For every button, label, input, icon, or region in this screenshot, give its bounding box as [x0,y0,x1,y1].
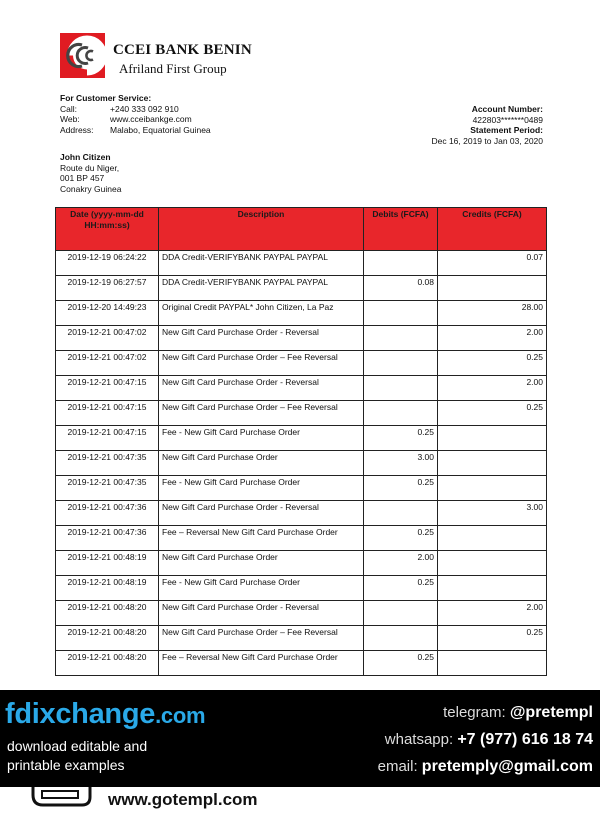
cell-description: Fee – Reversal New Gift Card Purchase Order [159,651,364,676]
cell-description: DDA Credit-VERIFYBANK PAYPAL PAYPAL [159,251,364,276]
cell-credit [438,451,547,476]
cell-credit [438,276,547,301]
table-row [56,251,547,276]
promo-banner [0,690,600,787]
cell-date: 2019-12-21 00:47:35 [56,451,159,476]
cell-date: 2019-12-20 14:49:23 [56,301,159,326]
header-credits: Credits (FCFA) [438,208,547,251]
cell-debit: 0.08 [364,276,438,301]
cs-row-address: Address: Malabo, Equatorial Guinea [60,124,211,135]
statement-period-label: Statement Period: [470,125,543,135]
whatsapp-contact[interactable]: whatsapp: +7 (977) 616 18 74 [384,731,593,748]
cell-debit: 0.25 [364,476,438,501]
table-row [56,526,547,551]
cell-date: 2019-12-21 00:47:15 [56,401,159,426]
table-row [56,576,547,601]
header-date: Date (yyyy-mm-dd HH:mm:ss) [56,208,159,251]
cell-debit: 0.25 [364,426,438,451]
laptop-icon [30,787,92,809]
cell-credit: 2.00 [438,601,547,626]
header-description: Description [159,208,364,251]
cell-debit: 3.00 [364,451,438,476]
customer-address [60,152,121,194]
cell-debit [364,601,438,626]
cell-debit [364,376,438,401]
cell-date: 2019-12-21 00:47:36 [56,501,159,526]
table-row [56,401,547,426]
cell-description: New Gift Card Purchase Order - Reversal [159,376,364,401]
cell-credit: 28.00 [438,301,547,326]
cell-description: Fee - New Gift Card Purchase Order [159,426,364,451]
brand-logo: fdixchange.com [5,698,206,730]
customer-service-title: For Customer Service: [60,93,152,103]
cell-description: Fee - New Gift Card Purchase Order [159,476,364,501]
cell-date: 2019-12-19 06:24:22 [56,251,159,276]
cell-date: 2019-12-21 00:48:20 [56,626,159,651]
cell-description: New Gift Card Purchase Order – Fee Reversal [159,351,364,376]
address-line: Route du Niger, [60,162,120,173]
table-row [56,376,547,401]
bank-logo-icon [60,33,105,78]
cell-description: New Gift Card Purchase Order – Fee Reversal [159,401,364,426]
cell-credit [438,551,547,576]
table-row [56,351,547,376]
table-row [56,501,547,526]
cell-debit [364,326,438,351]
cell-debit [364,501,438,526]
cell-debit: 0.25 [364,526,438,551]
cell-credit [438,426,547,451]
customer-name: John Citizen [60,152,111,162]
account-number: 422803*******0489 [472,114,543,125]
cell-credit: 2.00 [438,326,547,351]
customer-service-block [60,93,211,135]
tagline: download editable and printable examples [7,738,148,773]
cell-credit [438,651,547,676]
cell-debit: 0.25 [364,576,438,601]
table-row [56,626,547,651]
email-contact[interactable]: email: pretemply@gmail.com [377,758,593,775]
cell-date: 2019-12-21 00:47:15 [56,426,159,451]
table-row [56,651,547,676]
footer [0,787,600,833]
cell-credit: 0.25 [438,351,547,376]
table-row [56,426,547,451]
cell-description: New Gift Card Purchase Order – Fee Reversal [159,626,364,651]
cell-debit [364,401,438,426]
cell-credit [438,476,547,501]
address-line: 001 BP 457 [60,173,105,183]
table-row [56,276,547,301]
bank-name: CCEI BANK BENIN [113,42,252,58]
cell-credit [438,526,547,551]
cell-description: New Gift Card Purchase Order - Reversal [159,601,364,626]
transactions-table [55,207,547,676]
cell-date: 2019-12-21 00:48:19 [56,551,159,576]
cell-credit: 3.00 [438,501,547,526]
cell-description: Fee - New Gift Card Purchase Order [159,576,364,601]
cell-credit: 2.00 [438,376,547,401]
cell-date: 2019-12-21 00:48:20 [56,651,159,676]
account-number-label: Account Number: [471,104,543,114]
table-row [56,326,547,351]
cs-row-web: Web: www.cceibankge.com [60,114,192,124]
account-info [431,104,543,146]
cell-date: 2019-12-21 00:48:19 [56,576,159,601]
cell-debit [364,301,438,326]
cell-credit: 0.07 [438,251,547,276]
header-debits: Debits (FCFA) [364,208,438,251]
table-row [56,301,547,326]
table-header [56,208,547,251]
cell-debit: 0.25 [364,651,438,676]
cell-date: 2019-12-21 00:47:02 [56,351,159,376]
cell-date: 2019-12-21 00:48:20 [56,601,159,626]
cell-description: New Gift Card Purchase Order [159,551,364,576]
table-row [56,476,547,501]
cell-date: 2019-12-21 00:47:02 [56,326,159,351]
cell-debit [364,251,438,276]
table-row [56,551,547,576]
cell-description: Original Credit PAYPAL* John Citizen, La Paz [159,301,364,326]
cell-date: 2019-12-19 06:27:57 [56,276,159,301]
table-row [56,451,547,476]
cell-description: New Gift Card Purchase Order [159,451,364,476]
cell-date: 2019-12-21 00:47:36 [56,526,159,551]
telegram-contact[interactable]: telegram: @pretempl [443,704,593,721]
cell-credit [438,576,547,601]
cell-debit: 2.00 [364,551,438,576]
cell-debit [364,626,438,651]
cell-date: 2019-12-21 00:47:15 [56,376,159,401]
cell-date: 2019-12-21 00:47:35 [56,476,159,501]
cell-description: Fee – Reversal New Gift Card Purchase Order [159,526,364,551]
cell-description: DDA Credit-VERIFYBANK PAYPAL PAYPAL [159,276,364,301]
transactions-body [56,251,547,676]
bank-group: Afriland First Group [119,61,227,76]
cell-debit [364,351,438,376]
cell-credit: 0.25 [438,401,547,426]
statement-period: Dec 16, 2019 to Jan 03, 2020 [431,135,543,146]
cell-description: New Gift Card Purchase Order - Reversal [159,326,364,351]
cs-row-call: Call: +240 333 092 910 [60,103,179,114]
footer-url[interactable]: www.gotempl.com [108,790,258,809]
cell-credit: 0.25 [438,626,547,651]
table-row [56,601,547,626]
cell-description: New Gift Card Purchase Order - Reversal [159,501,364,526]
contact-list [378,699,593,780]
address-line: Conakry Guinea [60,183,122,194]
